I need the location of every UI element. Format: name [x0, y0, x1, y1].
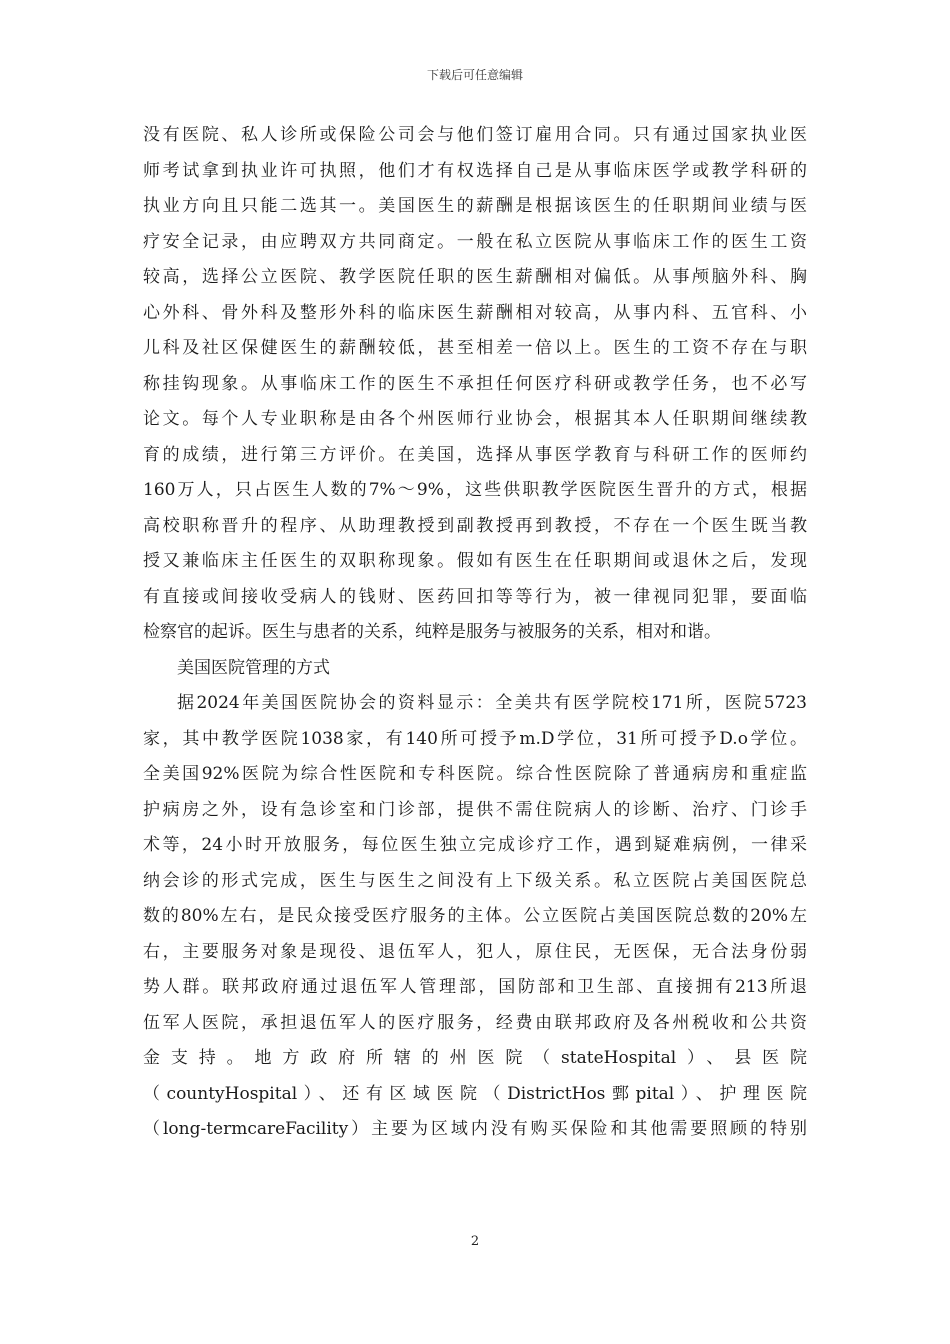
- page-header: 下载后可任意编辑: [426, 68, 523, 82]
- text-line: 数的80%左右，是民众接受医疗服务的主体。公立医院占美国医院总数的20%左: [143, 906, 807, 926]
- text-line: 高校职称晋升的程序、从助理教授到副教授再到教授，不存在一个医生既当教: [143, 515, 807, 536]
- text-line: 家，其中教学医院1038家，有140所可授予m.D学位，31所可授予D.o学位。: [143, 728, 807, 749]
- text-line: 全美国92%医院为综合性医院和专科医院。综合性医院除了普通病房和重症监: [143, 764, 807, 784]
- text-line: 儿科及社区保健医生的薪酬较低，甚至相差一倍以上。医生的工资不存在与职: [143, 338, 807, 358]
- document-body: [143, 118, 807, 1148]
- text-line: 较高，选择公立医院、教学医院任职的医生薪酬相对偏低。从事颅脑外科、胸: [143, 267, 807, 287]
- text-line: 势人群。联邦政府通过退伍军人管理部，国防部和卫生部、直接拥有213所退: [143, 977, 807, 997]
- page-number: 2: [470, 1234, 480, 1249]
- text-line: 授又兼临床主任医生的双职称现象。假如有医生在任职期间或退休之后，发现: [143, 551, 807, 571]
- text-line: 美国医院管理的方式: [177, 657, 330, 678]
- text-line: 据2024年美国医院协会的资料显示：全美共有医学院校171所，医院5723: [177, 693, 807, 713]
- text-line: 执业方向且只能二选其一。美国医生的薪酬是根据该医生的任职期间业绩与医: [143, 196, 807, 216]
- text-line: 疗安全记录，由应聘双方共同商定。一般在私立医院从事临床工作的医生工资: [143, 231, 807, 252]
- text-line: （long-termcareFacility）主要为区域内没有购买保险和其他需要照顾的特别: [143, 1119, 807, 1139]
- text-line: （countyHospital）、还有区域医院（DistrictHos鄄pital）、护理医院: [143, 1083, 807, 1104]
- text-line: 检察官的起诉。医生与患者的关系，纯粹是服务与被服务的关系，相对和谐。: [143, 622, 721, 642]
- text-line: 纳会诊的形式完成，医生与医生之间没有上下级关系。私立医院占美国医院总: [143, 870, 807, 891]
- text-line: 伍军人医院，承担退伍军人的医疗服务，经费由联邦政府及各州税收和公共资: [143, 1012, 807, 1033]
- text-line: 师考试拿到执业许可执照，他们才有权选择自己是从事临床医学或教学科研的: [143, 160, 807, 181]
- text-line: 术等，24小时开放服务，每位医生独立完成诊疗工作，遇到疑难病例，一律采: [143, 835, 807, 855]
- text-line: 育的成绩，进行第三方评价。在美国，选择从事医学教育与科研工作的医师约: [143, 444, 807, 465]
- text-line: 有直接或间接收受病人的钱财、医药回扣等等行为，被一律视同犯罪，要面临: [143, 586, 807, 607]
- text-line: 金支持。地方政府所辖的州医院（stateHospital）、县医院: [143, 1048, 807, 1068]
- text-line: 160万人，只占医生人数的7%～9%，这些供职教学医院医生晋升的方式，根据: [143, 480, 807, 500]
- text-line: 护病房之外，设有急诊室和门诊部，提供不需住院病人的诊断、治疗、门诊手: [143, 799, 807, 820]
- text-line: 心外科、骨外科及整形外科的临床医生薪酬相对较高，从事内科、五官科、小: [143, 302, 807, 323]
- text-line: 右，主要服务对象是现役、退伍军人，犯人，原住民，无医保，无合法身份弱: [143, 941, 807, 962]
- text-line: 论文。每个人专业职称是由各个州医师行业协会，根据其本人任职期间继续教: [143, 409, 807, 429]
- text-line: 称挂钩现象。从事临床工作的医生不承担任何医疗科研或教学任务，也不必写: [143, 373, 807, 394]
- text-line: 没有医院、私人诊所或保险公司会与他们签订雇用合同。只有通过国家执业医: [143, 125, 807, 145]
